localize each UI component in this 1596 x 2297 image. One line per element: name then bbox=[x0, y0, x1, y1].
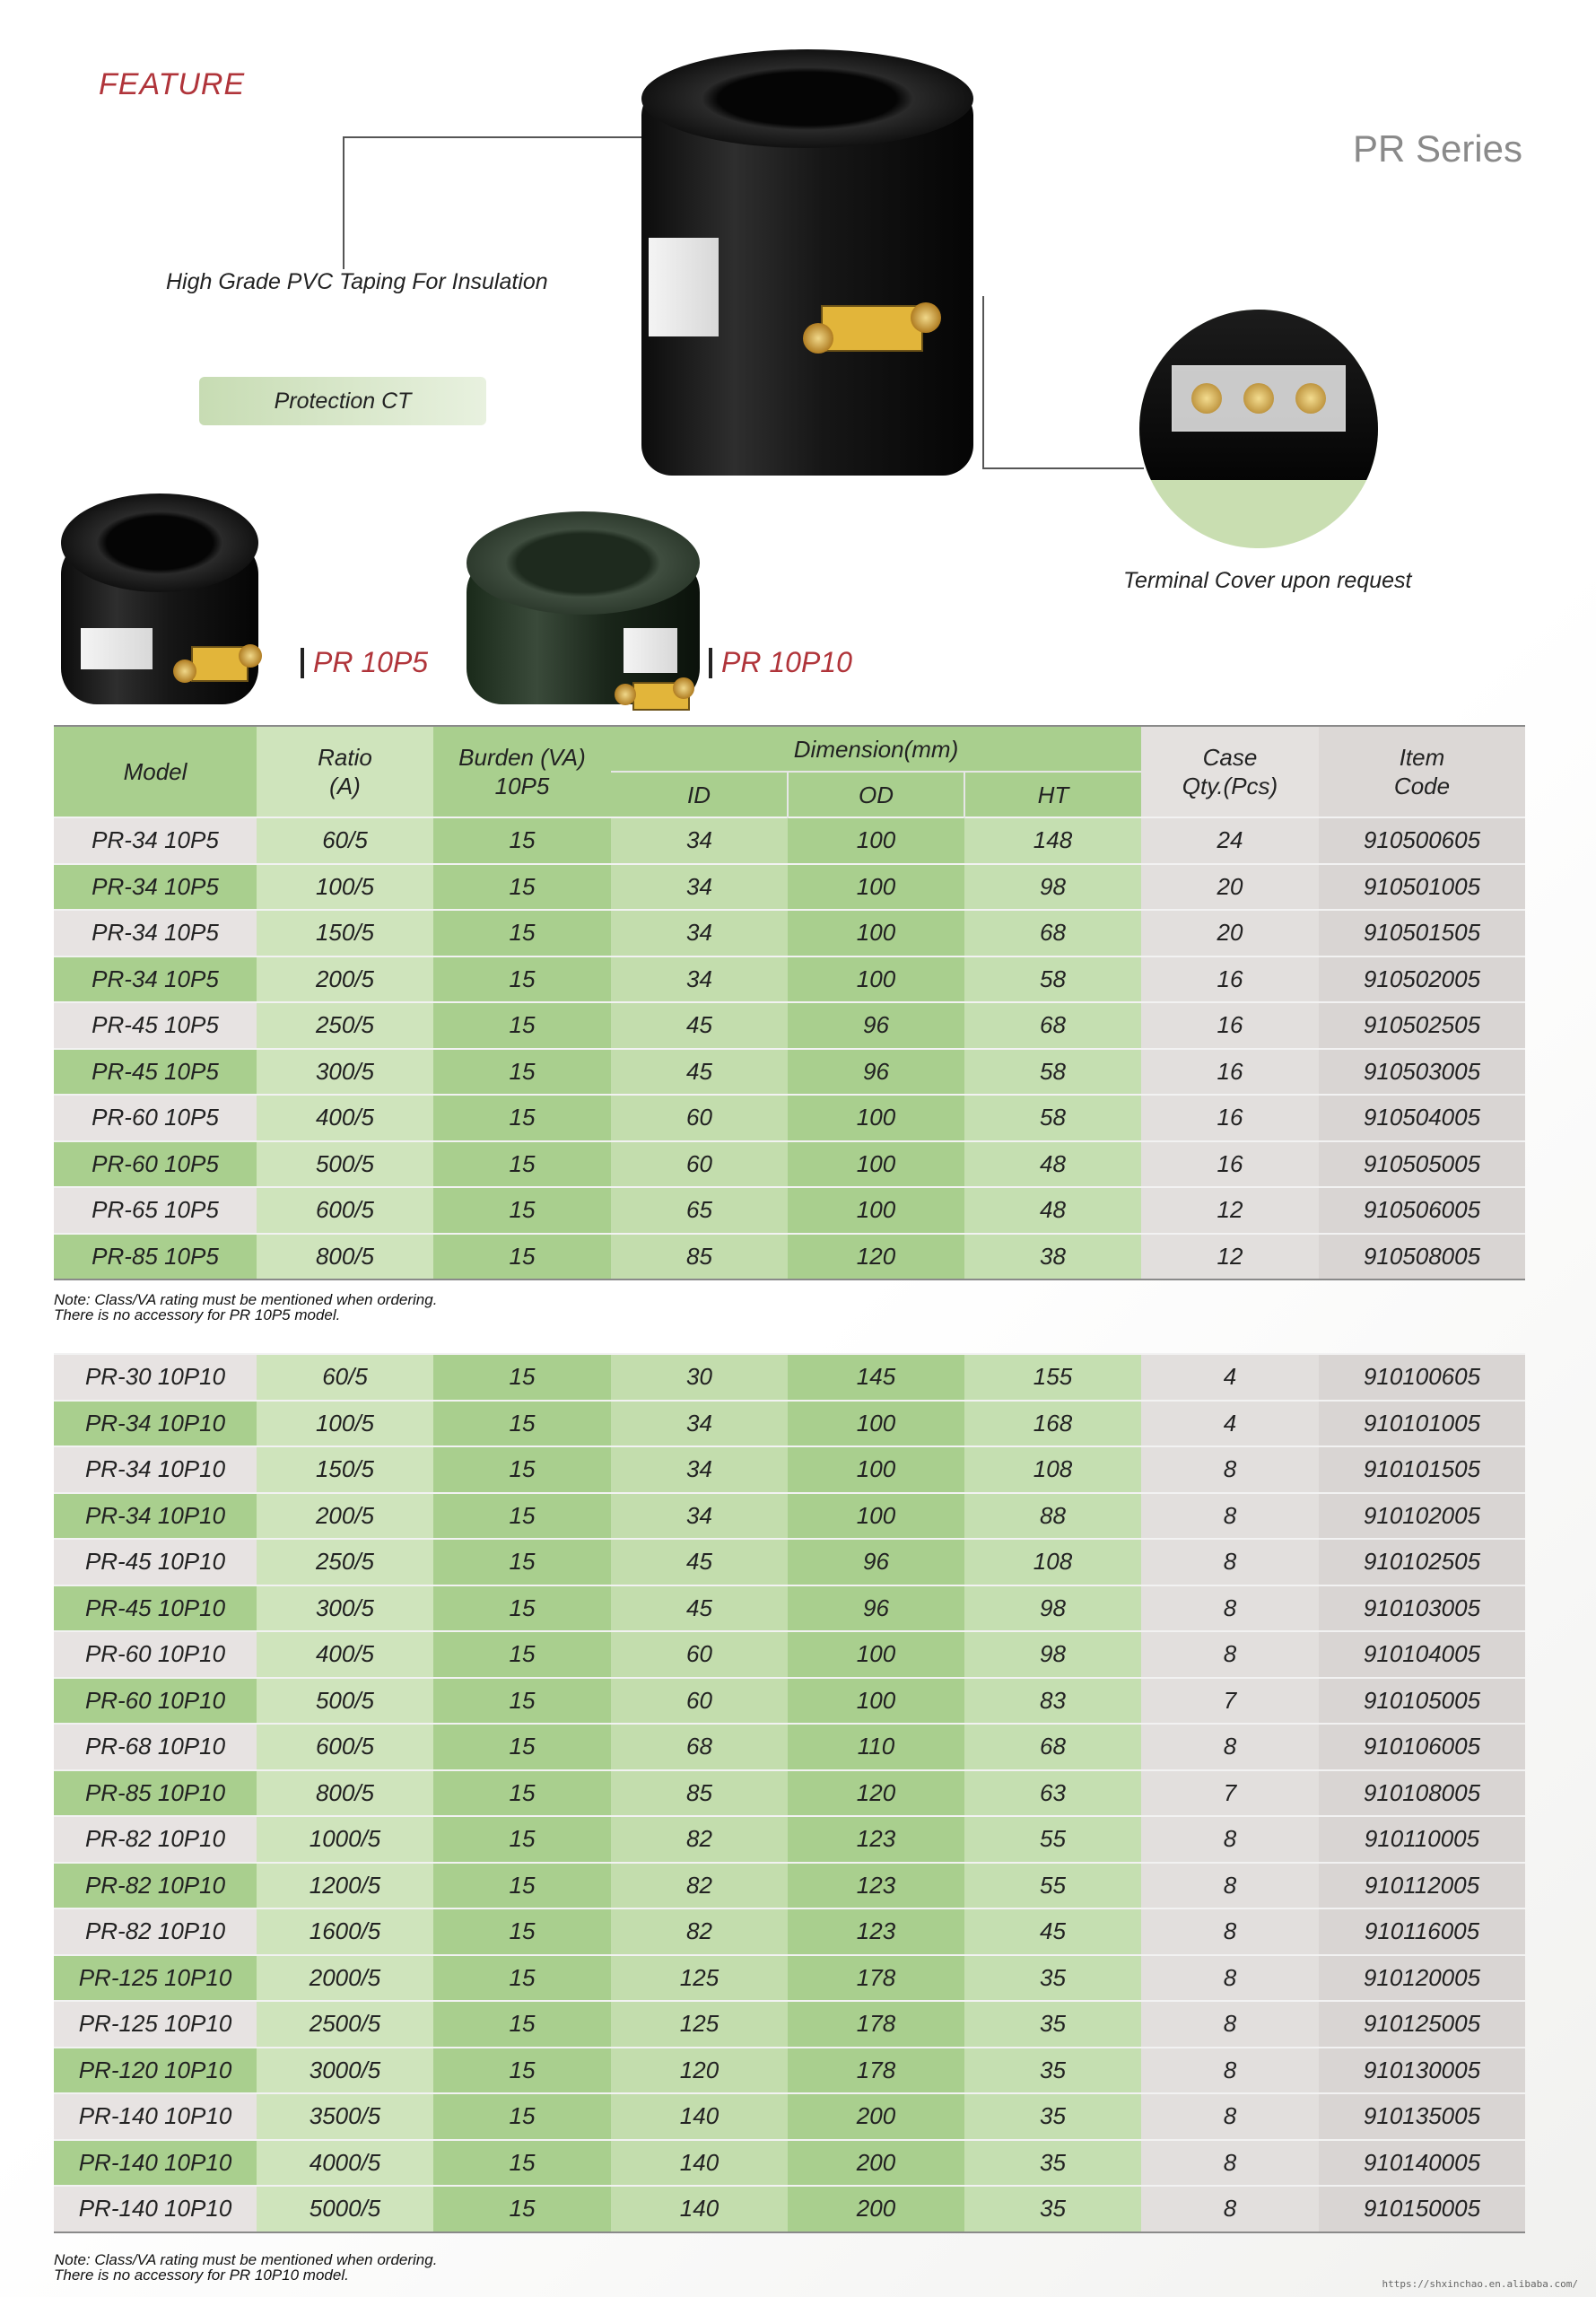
cell-code: 910104005 bbox=[1319, 1631, 1525, 1678]
cell-case: 8 bbox=[1141, 1724, 1319, 1770]
variant-bar bbox=[709, 648, 712, 678]
spec-table-10p5 bbox=[54, 725, 1525, 1280]
cell-id: 60 bbox=[611, 1095, 788, 1141]
table-row bbox=[54, 1908, 1525, 1955]
cell-ratio: 250/5 bbox=[257, 1539, 433, 1585]
cell-id: 45 bbox=[611, 1539, 788, 1585]
cell-model: PR-45 10P5 bbox=[54, 1049, 257, 1096]
cell-ht: 168 bbox=[964, 1401, 1141, 1447]
cell-code: 910116005 bbox=[1319, 1908, 1525, 1955]
cell-od: 123 bbox=[788, 1816, 964, 1863]
cell-od: 100 bbox=[788, 1446, 964, 1493]
spec-table-10p10 bbox=[54, 1353, 1525, 2233]
cell-id: 34 bbox=[611, 1493, 788, 1540]
cell-ratio: 4000/5 bbox=[257, 2140, 433, 2187]
cell-ht: 45 bbox=[964, 1908, 1141, 1955]
cell-ratio: 1600/5 bbox=[257, 1908, 433, 1955]
cell-burden: 15 bbox=[433, 1493, 611, 1540]
table-row bbox=[54, 1724, 1525, 1770]
cell-id: 45 bbox=[611, 1049, 788, 1096]
cell-ratio: 400/5 bbox=[257, 1631, 433, 1678]
table-row bbox=[54, 2140, 1525, 2187]
cell-ratio: 5000/5 bbox=[257, 2186, 433, 2232]
cell-id: 34 bbox=[611, 817, 788, 864]
table-row bbox=[54, 1539, 1525, 1585]
cell-burden: 15 bbox=[433, 2001, 611, 2048]
cell-model: PR-34 10P10 bbox=[54, 1446, 257, 1493]
cell-code: 910501005 bbox=[1319, 864, 1525, 911]
cell-od: 96 bbox=[788, 1002, 964, 1049]
cell-model: PR-60 10P10 bbox=[54, 1631, 257, 1678]
cell-ht: 68 bbox=[964, 1002, 1141, 1049]
header-ratio: Ratio (A) bbox=[257, 726, 433, 817]
cell-id: 34 bbox=[611, 864, 788, 911]
cell-ratio: 600/5 bbox=[257, 1724, 433, 1770]
header-dimension: Dimension(mm) bbox=[611, 726, 1141, 772]
variant-10p5-text: PR 10P5 bbox=[313, 646, 429, 678]
cell-model: PR-60 10P5 bbox=[54, 1095, 257, 1141]
cell-burden: 15 bbox=[433, 1585, 611, 1632]
terminal-cover-zoom-image bbox=[1139, 310, 1378, 548]
cell-od: 145 bbox=[788, 1354, 964, 1401]
note-10p5 bbox=[54, 1292, 437, 1323]
header-burden: Burden (VA) 10P5 bbox=[433, 726, 611, 817]
cell-ratio: 3500/5 bbox=[257, 2093, 433, 2140]
cell-od: 200 bbox=[788, 2093, 964, 2140]
callout-line-insulation-h bbox=[343, 136, 648, 138]
cell-case: 20 bbox=[1141, 910, 1319, 956]
cell-id: 34 bbox=[611, 910, 788, 956]
callout-terminal-cover: Terminal Cover upon request bbox=[1123, 568, 1412, 593]
cell-code: 910505005 bbox=[1319, 1141, 1525, 1188]
cell-ratio: 600/5 bbox=[257, 1187, 433, 1234]
table-row bbox=[54, 1446, 1525, 1493]
cell-od: 100 bbox=[788, 910, 964, 956]
cell-ratio: 200/5 bbox=[257, 1493, 433, 1540]
cell-model: PR-34 10P10 bbox=[54, 1401, 257, 1447]
cell-ht: 35 bbox=[964, 2186, 1141, 2232]
cell-od: 178 bbox=[788, 2048, 964, 2094]
cell-code: 910101505 bbox=[1319, 1446, 1525, 1493]
table-row bbox=[54, 1002, 1525, 1049]
cell-ratio: 300/5 bbox=[257, 1585, 433, 1632]
cell-model: PR-45 10P10 bbox=[54, 1539, 257, 1585]
cell-id: 82 bbox=[611, 1863, 788, 1909]
cell-ratio: 150/5 bbox=[257, 1446, 433, 1493]
cell-ratio: 500/5 bbox=[257, 1141, 433, 1188]
cell-ratio: 100/5 bbox=[257, 1401, 433, 1447]
cell-code: 910504005 bbox=[1319, 1095, 1525, 1141]
cell-code: 910135005 bbox=[1319, 2093, 1525, 2140]
cell-case: 8 bbox=[1141, 1863, 1319, 1909]
table-row bbox=[54, 1863, 1525, 1909]
cell-burden: 15 bbox=[433, 1446, 611, 1493]
cell-model: PR-85 10P10 bbox=[54, 1770, 257, 1817]
cell-model: PR-140 10P10 bbox=[54, 2093, 257, 2140]
table-row bbox=[54, 1678, 1525, 1725]
cell-ht: 55 bbox=[964, 1863, 1141, 1909]
cell-case: 8 bbox=[1141, 2048, 1319, 2094]
cell-od: 100 bbox=[788, 1678, 964, 1725]
pr-10p5-product-image bbox=[61, 493, 258, 704]
cell-burden: 15 bbox=[433, 956, 611, 1003]
cell-ht: 148 bbox=[964, 817, 1141, 864]
cell-id: 65 bbox=[611, 1187, 788, 1234]
feature-title: FEATURE bbox=[99, 67, 246, 101]
variant-bar bbox=[301, 648, 304, 678]
cell-code: 910508005 bbox=[1319, 1234, 1525, 1280]
cell-code: 910140005 bbox=[1319, 2140, 1525, 2187]
cell-ht: 35 bbox=[964, 2140, 1141, 2187]
note-10p10 bbox=[54, 2252, 437, 2283]
cell-od: 120 bbox=[788, 1770, 964, 1817]
cell-model: PR-34 10P5 bbox=[54, 817, 257, 864]
cell-burden: 15 bbox=[433, 2186, 611, 2232]
cell-burden: 15 bbox=[433, 1816, 611, 1863]
cell-code: 910120005 bbox=[1319, 1955, 1525, 2002]
cell-burden: 15 bbox=[433, 1354, 611, 1401]
cell-ratio: 500/5 bbox=[257, 1678, 433, 1725]
cell-model: PR-34 10P5 bbox=[54, 956, 257, 1003]
cell-burden: 15 bbox=[433, 1095, 611, 1141]
cell-model: PR-125 10P10 bbox=[54, 1955, 257, 2002]
table-row bbox=[54, 1095, 1525, 1141]
cell-od: 100 bbox=[788, 1187, 964, 1234]
cell-ht: 58 bbox=[964, 1049, 1141, 1096]
cell-ratio: 400/5 bbox=[257, 1095, 433, 1141]
cell-ht: 68 bbox=[964, 910, 1141, 956]
cell-code: 910112005 bbox=[1319, 1863, 1525, 1909]
header-od: OD bbox=[788, 772, 964, 817]
callout-insulation: High Grade PVC Taping For Insulation bbox=[166, 269, 548, 294]
cell-ratio: 300/5 bbox=[257, 1049, 433, 1096]
table-row bbox=[54, 910, 1525, 956]
table-row bbox=[54, 956, 1525, 1003]
cell-burden: 15 bbox=[433, 1631, 611, 1678]
cell-case: 8 bbox=[1141, 1446, 1319, 1493]
cell-od: 178 bbox=[788, 2001, 964, 2048]
header-id: ID bbox=[611, 772, 788, 817]
cell-id: 60 bbox=[611, 1141, 788, 1188]
cell-ratio: 100/5 bbox=[257, 864, 433, 911]
cell-id: 60 bbox=[611, 1678, 788, 1725]
cell-case: 16 bbox=[1141, 1095, 1319, 1141]
cell-model: PR-60 10P10 bbox=[54, 1678, 257, 1725]
cell-code: 910110005 bbox=[1319, 1816, 1525, 1863]
header-case-qty: Case Qty.(Pcs) bbox=[1141, 726, 1319, 817]
cell-ht: 35 bbox=[964, 1955, 1141, 2002]
series-title: PR Series bbox=[1352, 127, 1522, 170]
cell-burden: 15 bbox=[433, 1908, 611, 1955]
cell-id: 34 bbox=[611, 956, 788, 1003]
cell-ratio: 2000/5 bbox=[257, 1955, 433, 2002]
cell-ht: 83 bbox=[964, 1678, 1141, 1725]
cell-od: 100 bbox=[788, 956, 964, 1003]
cell-model: PR-68 10P10 bbox=[54, 1724, 257, 1770]
cell-code: 910103005 bbox=[1319, 1585, 1525, 1632]
cell-ratio: 200/5 bbox=[257, 956, 433, 1003]
cell-ht: 108 bbox=[964, 1446, 1141, 1493]
cell-id: 140 bbox=[611, 2140, 788, 2187]
cell-case: 8 bbox=[1141, 1493, 1319, 1540]
header-item-code: Item Code bbox=[1319, 726, 1525, 817]
cell-case: 8 bbox=[1141, 1816, 1319, 1863]
cell-case: 16 bbox=[1141, 956, 1319, 1003]
cell-burden: 15 bbox=[433, 1539, 611, 1585]
cell-model: PR-125 10P10 bbox=[54, 2001, 257, 2048]
cell-burden: 15 bbox=[433, 1863, 611, 1909]
cell-burden: 15 bbox=[433, 817, 611, 864]
cell-model: PR-82 10P10 bbox=[54, 1863, 257, 1909]
cell-case: 8 bbox=[1141, 1539, 1319, 1585]
cell-ht: 98 bbox=[964, 1631, 1141, 1678]
footer-url: https://shxinchao.en.alibaba.com/ bbox=[1382, 2278, 1578, 2290]
cell-id: 82 bbox=[611, 1908, 788, 1955]
cell-case: 8 bbox=[1141, 1955, 1319, 2002]
table-row bbox=[54, 2093, 1525, 2140]
cell-ht: 108 bbox=[964, 1539, 1141, 1585]
cell-ht: 58 bbox=[964, 956, 1141, 1003]
cell-id: 45 bbox=[611, 1002, 788, 1049]
cell-case: 24 bbox=[1141, 817, 1319, 864]
note-10p5-line2: There is no accessory for PR 10P5 model. bbox=[54, 1306, 341, 1323]
protection-ct-label: Protection CT bbox=[274, 388, 412, 414]
callout-line-terminal-v bbox=[982, 296, 984, 468]
cell-model: PR-34 10P10 bbox=[54, 1493, 257, 1540]
cell-case: 8 bbox=[1141, 1908, 1319, 1955]
cell-case: 4 bbox=[1141, 1354, 1319, 1401]
cell-code: 910106005 bbox=[1319, 1724, 1525, 1770]
table-row bbox=[54, 1816, 1525, 1863]
cell-id: 30 bbox=[611, 1354, 788, 1401]
cell-od: 100 bbox=[788, 864, 964, 911]
cell-burden: 15 bbox=[433, 1955, 611, 2002]
cell-code: 910102005 bbox=[1319, 1493, 1525, 1540]
cell-case: 4 bbox=[1141, 1401, 1319, 1447]
cell-od: 96 bbox=[788, 1585, 964, 1632]
cell-od: 123 bbox=[788, 1863, 964, 1909]
cell-ht: 98 bbox=[964, 864, 1141, 911]
cell-ratio: 800/5 bbox=[257, 1234, 433, 1280]
cell-burden: 15 bbox=[433, 1141, 611, 1188]
cell-code: 910101005 bbox=[1319, 1401, 1525, 1447]
cell-burden: 15 bbox=[433, 1234, 611, 1280]
cell-ht: 38 bbox=[964, 1234, 1141, 1280]
table-row bbox=[54, 1585, 1525, 1632]
cell-code: 910500605 bbox=[1319, 817, 1525, 864]
cell-id: 125 bbox=[611, 2001, 788, 2048]
cell-ratio: 1200/5 bbox=[257, 1863, 433, 1909]
table-row bbox=[54, 1770, 1525, 1817]
cell-code: 910150005 bbox=[1319, 2186, 1525, 2232]
cell-burden: 15 bbox=[433, 910, 611, 956]
cell-ratio: 250/5 bbox=[257, 1002, 433, 1049]
cell-model: PR-65 10P5 bbox=[54, 1187, 257, 1234]
cell-code: 910105005 bbox=[1319, 1678, 1525, 1725]
cell-model: PR-140 10P10 bbox=[54, 2140, 257, 2187]
cell-case: 8 bbox=[1141, 1631, 1319, 1678]
cell-burden: 15 bbox=[433, 864, 611, 911]
cell-burden: 15 bbox=[433, 2048, 611, 2094]
cell-od: 100 bbox=[788, 1631, 964, 1678]
table-row bbox=[54, 1955, 1525, 2002]
cell-id: 68 bbox=[611, 1724, 788, 1770]
table-row bbox=[54, 1187, 1525, 1234]
cell-model: PR-120 10P10 bbox=[54, 2048, 257, 2094]
cell-code: 910501505 bbox=[1319, 910, 1525, 956]
cell-model: PR-30 10P10 bbox=[54, 1354, 257, 1401]
table-row bbox=[54, 817, 1525, 864]
cell-model: PR-82 10P10 bbox=[54, 1816, 257, 1863]
cell-ht: 68 bbox=[964, 1724, 1141, 1770]
cell-od: 100 bbox=[788, 817, 964, 864]
cell-case: 7 bbox=[1141, 1770, 1319, 1817]
cell-id: 85 bbox=[611, 1770, 788, 1817]
cell-case: 12 bbox=[1141, 1187, 1319, 1234]
cell-od: 110 bbox=[788, 1724, 964, 1770]
cell-model: PR-34 10P5 bbox=[54, 864, 257, 911]
cell-ratio: 60/5 bbox=[257, 817, 433, 864]
cell-od: 200 bbox=[788, 2140, 964, 2187]
cell-od: 100 bbox=[788, 1401, 964, 1447]
table-row bbox=[54, 1631, 1525, 1678]
cell-burden: 15 bbox=[433, 2093, 611, 2140]
note-10p10-line2: There is no accessory for PR 10P10 model. bbox=[54, 2266, 349, 2284]
cell-od: 96 bbox=[788, 1539, 964, 1585]
cell-model: PR-85 10P5 bbox=[54, 1234, 257, 1280]
note-10p10-line1: Note: Class/VA rating must be mentioned when ordering. bbox=[54, 2251, 438, 2268]
cell-burden: 15 bbox=[433, 1770, 611, 1817]
cell-ht: 88 bbox=[964, 1493, 1141, 1540]
cell-case: 8 bbox=[1141, 1585, 1319, 1632]
header-model: Model bbox=[54, 726, 257, 817]
cell-code: 910125005 bbox=[1319, 2001, 1525, 2048]
cell-model: PR-45 10P10 bbox=[54, 1585, 257, 1632]
cell-od: 123 bbox=[788, 1908, 964, 1955]
table-row bbox=[54, 1493, 1525, 1540]
variant-10p10-text: PR 10P10 bbox=[721, 646, 852, 678]
cell-burden: 15 bbox=[433, 2140, 611, 2187]
header-ht: HT bbox=[964, 772, 1141, 817]
cell-ratio: 3000/5 bbox=[257, 2048, 433, 2094]
cell-ht: 35 bbox=[964, 2001, 1141, 2048]
cell-ht: 55 bbox=[964, 1816, 1141, 1863]
table-row bbox=[54, 1049, 1525, 1096]
callout-line-terminal-h bbox=[982, 467, 1144, 469]
note-10p5-line1: Note: Class/VA rating must be mentioned when ordering. bbox=[54, 1291, 438, 1308]
table-row bbox=[54, 1401, 1525, 1447]
cell-burden: 15 bbox=[433, 1401, 611, 1447]
cell-code: 910102505 bbox=[1319, 1539, 1525, 1585]
cell-od: 200 bbox=[788, 2186, 964, 2232]
cell-case: 8 bbox=[1141, 2093, 1319, 2140]
cell-od: 120 bbox=[788, 1234, 964, 1280]
cell-burden: 15 bbox=[433, 1187, 611, 1234]
cell-ratio: 800/5 bbox=[257, 1770, 433, 1817]
cell-case: 16 bbox=[1141, 1002, 1319, 1049]
cell-case: 8 bbox=[1141, 2140, 1319, 2187]
cell-case: 20 bbox=[1141, 864, 1319, 911]
cell-code: 910108005 bbox=[1319, 1770, 1525, 1817]
cell-burden: 15 bbox=[433, 1724, 611, 1770]
cell-ht: 48 bbox=[964, 1141, 1141, 1188]
cell-id: 82 bbox=[611, 1816, 788, 1863]
cell-case: 8 bbox=[1141, 2186, 1319, 2232]
cell-ht: 35 bbox=[964, 2048, 1141, 2094]
cell-ratio: 60/5 bbox=[257, 1354, 433, 1401]
cell-ratio: 150/5 bbox=[257, 910, 433, 956]
table-row bbox=[54, 1354, 1525, 1401]
cell-code: 910130005 bbox=[1319, 2048, 1525, 2094]
cell-id: 45 bbox=[611, 1585, 788, 1632]
cell-ht: 48 bbox=[964, 1187, 1141, 1234]
table-row bbox=[54, 2048, 1525, 2094]
cell-model: PR-34 10P5 bbox=[54, 910, 257, 956]
variant-label-10p5 bbox=[301, 646, 428, 679]
cell-ht: 98 bbox=[964, 1585, 1141, 1632]
table-row bbox=[54, 1234, 1525, 1280]
table-row bbox=[54, 864, 1525, 911]
cell-model: PR-45 10P5 bbox=[54, 1002, 257, 1049]
cell-od: 100 bbox=[788, 1493, 964, 1540]
cell-model: PR-60 10P5 bbox=[54, 1141, 257, 1188]
cell-code: 910506005 bbox=[1319, 1187, 1525, 1234]
cell-id: 34 bbox=[611, 1446, 788, 1493]
cell-model: PR-82 10P10 bbox=[54, 1908, 257, 1955]
cell-id: 140 bbox=[611, 2186, 788, 2232]
table-row bbox=[54, 2186, 1525, 2232]
cell-ht: 35 bbox=[964, 2093, 1141, 2140]
cell-case: 7 bbox=[1141, 1678, 1319, 1725]
cell-id: 125 bbox=[611, 1955, 788, 2002]
cell-code: 910502505 bbox=[1319, 1002, 1525, 1049]
cell-code: 910503005 bbox=[1319, 1049, 1525, 1096]
pr-10p10-product-image bbox=[467, 511, 700, 704]
main-product-image bbox=[641, 49, 973, 476]
protection-ct-tag bbox=[199, 377, 486, 425]
table-row bbox=[54, 1141, 1525, 1188]
cell-ratio: 1000/5 bbox=[257, 1816, 433, 1863]
cell-id: 34 bbox=[611, 1401, 788, 1447]
variant-label-10p10 bbox=[709, 646, 852, 679]
cell-burden: 15 bbox=[433, 1678, 611, 1725]
cell-model: PR-140 10P10 bbox=[54, 2186, 257, 2232]
cell-od: 100 bbox=[788, 1141, 964, 1188]
cell-ht: 155 bbox=[964, 1354, 1141, 1401]
cell-code: 910502005 bbox=[1319, 956, 1525, 1003]
cell-burden: 15 bbox=[433, 1002, 611, 1049]
cell-id: 120 bbox=[611, 2048, 788, 2094]
cell-burden: 15 bbox=[433, 1049, 611, 1096]
cell-code: 910100605 bbox=[1319, 1354, 1525, 1401]
callout-line-insulation-v bbox=[343, 136, 344, 269]
cell-id: 60 bbox=[611, 1631, 788, 1678]
cell-id: 85 bbox=[611, 1234, 788, 1280]
cell-id: 140 bbox=[611, 2093, 788, 2140]
table-row bbox=[54, 2001, 1525, 2048]
cell-od: 96 bbox=[788, 1049, 964, 1096]
cell-ht: 63 bbox=[964, 1770, 1141, 1817]
cell-od: 100 bbox=[788, 1095, 964, 1141]
cell-case: 16 bbox=[1141, 1141, 1319, 1188]
cell-case: 16 bbox=[1141, 1049, 1319, 1096]
cell-ratio: 2500/5 bbox=[257, 2001, 433, 2048]
cell-case: 12 bbox=[1141, 1234, 1319, 1280]
cell-od: 178 bbox=[788, 1955, 964, 2002]
cell-case: 8 bbox=[1141, 2001, 1319, 2048]
cell-ht: 58 bbox=[964, 1095, 1141, 1141]
